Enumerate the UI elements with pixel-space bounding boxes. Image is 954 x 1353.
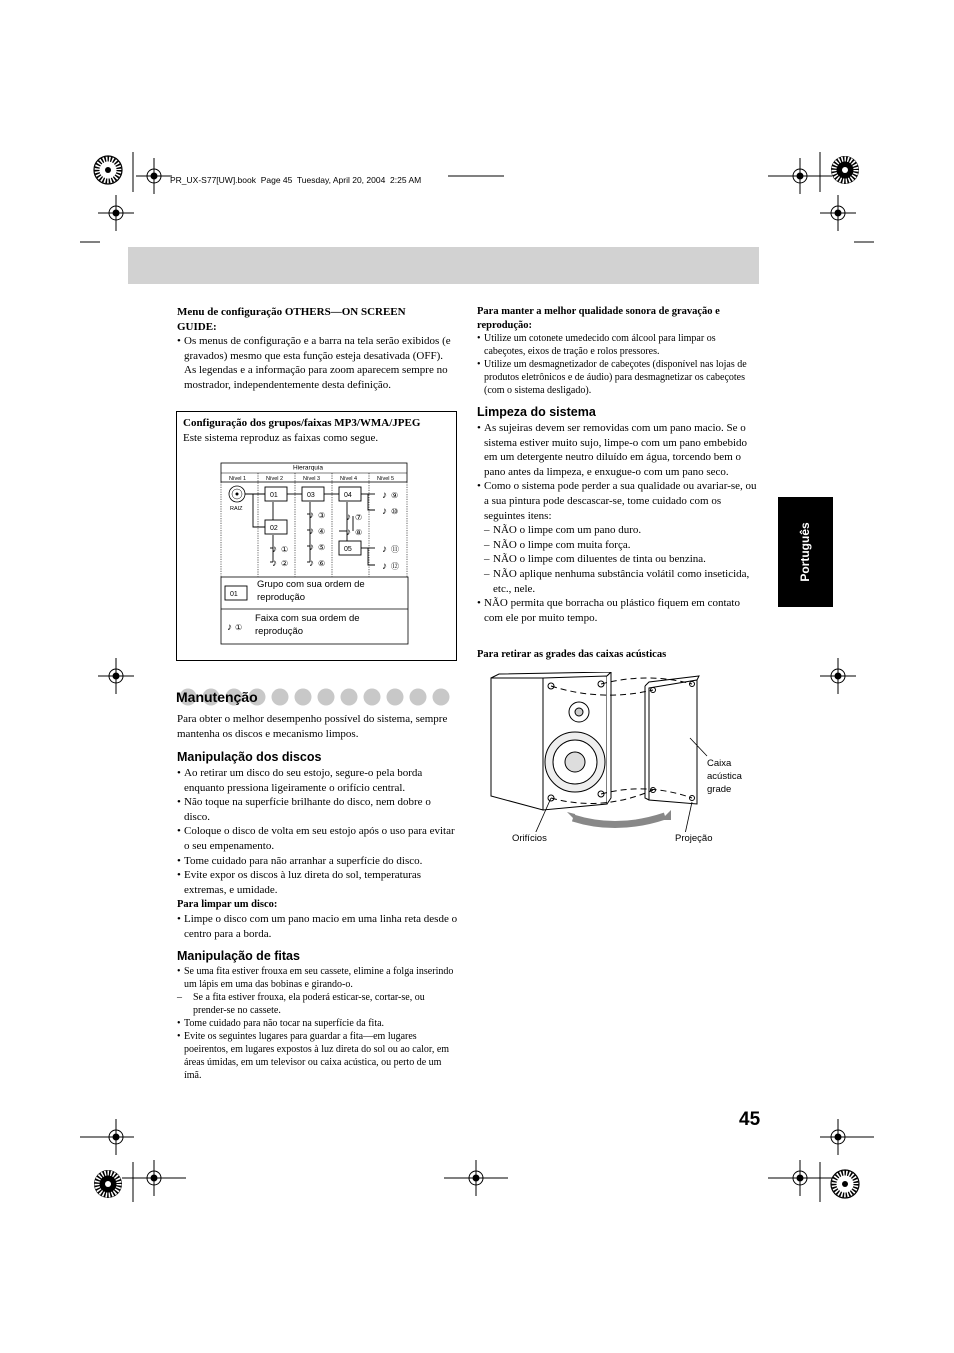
menu-config-para: As legendas e a informação para zoom aparecem sempre no mostrador, independentemente desta definição. [184, 364, 448, 391]
quality-bullet-1: • Utilize um cotonete umedecido com álcool para limpar os cabeçotes, eixos de tração e rolos pressores. [477, 332, 759, 358]
system-clean-bullet-3: • NÃO permita que borracha ou plástico fiquem em contato com ele por muito tempo. [477, 596, 759, 625]
mp3-config-box-title: Configuração dos grupos/faixas MP3/WMA/JPEG [183, 417, 421, 429]
system-clean-bullet-1: • As sujeiras devem ser removidas com um pano macio. Se o sistema estiver muito sujo, limpe-o com um pano embebido em um detergente neutro diluído em água, torcendo bem o pano antes da limpeza, e enxugue-o com um pano seco. [477, 421, 759, 479]
group-03-label: 03 [307, 492, 315, 499]
tapes-dash-1: – Se a fita estiver frouxa, ela poderá esticar-se, cortar-se, ou prender-se no cassete. [177, 991, 459, 1017]
menu-config-list [177, 334, 459, 363]
language-side-tab [778, 497, 833, 607]
discs-bullet-3: • Coloque o disco de volta em seu estojo após o uso para evitar o seu empenamento. [177, 824, 459, 853]
system-clean-list-1 [477, 421, 759, 523]
track-5: ⑤ [318, 543, 326, 552]
group-02-label: 02 [270, 525, 278, 532]
hierarchy-title: Hierarquia [293, 464, 323, 472]
track-3: ③ [318, 511, 326, 520]
mp3-config-box [176, 411, 457, 661]
level-5-label: Nível 5 [377, 476, 395, 482]
root-label: RAIZ [230, 506, 243, 512]
note-icon: ♪ [272, 544, 277, 555]
tapes-block [177, 965, 459, 1082]
system-clean-dash-1: – NÃO o limpe com um pano duro. [484, 523, 759, 538]
discs-bullet-1: • Ao retirar um disco do seu estojo, segure-o pela borda enquanto pressiona ligeiramente o orifício central. [177, 766, 459, 795]
menu-config-bullet: • Os menus de configuração e a barra na tela serão exibidos (e gravados) mesmo que esta função esteja desativada (OFF). [177, 334, 459, 363]
note-icon: ♪ [382, 490, 387, 501]
discs-bullet-2: • Não toque na superfície brilhante do disco, nem dobre o disco. [177, 795, 459, 824]
projection-label: Projeção [675, 833, 713, 844]
discs-list [177, 766, 459, 897]
menu-config-block [177, 305, 459, 393]
group-05-label: 05 [344, 546, 352, 553]
system-clean-dash-3: – NÃO o limpe com diluentes de tinta ou benzina. [484, 552, 759, 567]
discs-heading: Manipulação dos discos [177, 750, 322, 764]
track-9: ⑨ [391, 491, 399, 500]
discs-bullet-5: • Evite expor os discos à luz direta do sol, temperaturas extremas, e umidade. [177, 868, 459, 897]
system-clean-bullet-2: • Como o sistema pode perder a sua qualidade ou avariar-se, ou a sua pintura pode descascar-se, tome cuidado com os seguintes itens: [477, 479, 759, 523]
note-icon: ♪ [382, 561, 387, 572]
track-11: ⑪ [391, 545, 399, 554]
note-icon: ♪ [309, 526, 314, 537]
mp3-config-box-intro: Este sistema reproduz as faixas como segue. [183, 432, 379, 444]
disc-clean-bullet: • Limpe o disco com um pano macio em uma linha reta desde o centro para a borda. [177, 912, 459, 941]
legend-group-text: Grupo com sua ordem de reprodução [257, 579, 365, 603]
track-12: ⑫ [391, 562, 399, 571]
legend-track-text: Faixa com sua ordem de reprodução [255, 613, 360, 637]
legend-note-icon: ♪ [227, 622, 232, 633]
group-01-label: 01 [270, 492, 278, 499]
level-1-label: Nível 1 [229, 476, 247, 482]
menu-config-heading: Menu de configuração OTHERS—ON SCREEN GUIDE: [177, 306, 406, 333]
tapes-list-2 [177, 1017, 459, 1082]
track-4: ④ [318, 527, 326, 536]
track-1: ① [281, 545, 289, 554]
tapes-list-1 [177, 965, 459, 991]
note-icon: ♪ [346, 527, 351, 538]
grille-heading: Para retirar as grades das caixas acústicas [477, 649, 667, 660]
track-2: ② [281, 559, 289, 568]
system-clean-heading: Limpeza do sistema [477, 405, 596, 419]
system-clean-dash-2: – NÃO o limpe com muita força. [484, 538, 759, 553]
header-band [128, 247, 759, 284]
system-clean-list-2 [477, 596, 759, 625]
note-icon: ♪ [309, 558, 314, 569]
maintenance-heading [176, 686, 458, 708]
level-4-label: Nível 4 [340, 476, 358, 482]
legend-folder-label: 01 [230, 591, 238, 598]
tapes-bullet-1: • Se uma fita estiver frouxa em seu cassete, elimine a folga inserindo um lápis em uma das bobinas e girando-o. [177, 965, 459, 991]
disc-clean-list [177, 912, 459, 941]
print-file-info: PR_UX-S77[UW].book Page 45 Tuesday, April 20, 2004 2:25 AM [170, 175, 422, 185]
speaker-grille-illustration [487, 672, 717, 832]
note-icon: ♪ [309, 510, 314, 521]
level-3-label: Nível 3 [303, 476, 321, 482]
level-2-label: Nível 2 [266, 476, 284, 482]
legend-track-label: ① [235, 623, 243, 632]
holes-label: Orifícios [512, 833, 547, 844]
disc-clean-heading: Para limpar um disco: [177, 899, 278, 910]
quality-heading: Para manter a melhor qualidade sonora de gravação e reprodução: [477, 306, 720, 331]
curved-arrow-icon [573, 816, 665, 825]
language-side-tab-label: Português [798, 522, 812, 582]
note-icon: ♪ [309, 542, 314, 553]
track-10: ⑩ [391, 507, 399, 516]
maintenance-title: Manutenção [176, 689, 258, 705]
tapes-bullet-2: • Tome cuidado para não tocar na superfície da fita. [177, 1017, 459, 1030]
system-clean-dash-list [477, 523, 759, 596]
tapes-bullet-3: • Evite os seguintes lugares para guardar a fita—em lugares poeirentos, em lugares expostos à luz direta do sol ou ao calor, em áreas úmidas, em um televisor ou caixa acústica, ou perto de um ímã. [177, 1030, 459, 1082]
maintenance-intro: Para obter o melhor desempenho possível do sistema, sempre mantenha os discos e mecanismo limpos. [177, 713, 448, 740]
track-6: ⑥ [318, 559, 326, 568]
track-7: ⑦ [355, 513, 363, 522]
track-8: ⑧ [355, 528, 363, 537]
group-04-label: 04 [344, 492, 352, 499]
system-clean-block [477, 421, 759, 625]
quality-bullet-2: • Utilize um desmagnetizador de cabeçotes (disponível nas lojas de produtos eletrônicos e de áudio) para desmagnetizar os cabeçotes (com o sistema desligado). [477, 358, 759, 397]
page-number: 45 [739, 1109, 761, 1130]
system-clean-dash-4: – NÃO aplique nenhuma substância volátil como inseticida, etc., nele. [484, 567, 759, 596]
quality-list [477, 332, 759, 397]
discs-bullet-4: • Tome cuidado para não arranhar a superfície do disco. [177, 854, 459, 869]
note-icon: ♪ [382, 544, 387, 555]
note-icon: ♪ [346, 512, 351, 523]
note-icon: ♪ [382, 506, 387, 517]
note-icon: ♪ [272, 558, 277, 569]
root-disc-icon [229, 486, 245, 502]
tapes-heading: Manipulação de fitas [177, 949, 300, 963]
grille-label: Caixa acústica grade [707, 758, 742, 795]
tapes-dash-list [177, 991, 459, 1017]
